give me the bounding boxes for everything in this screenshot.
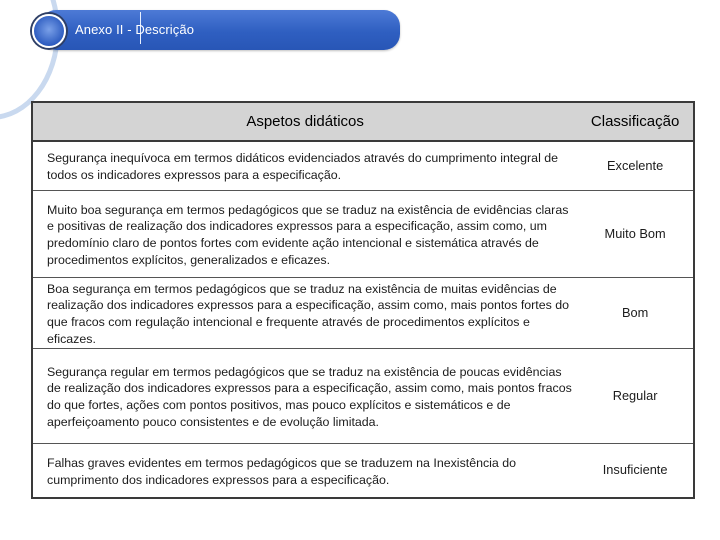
row-grade: Muito Bom xyxy=(577,191,694,278)
grading-table xyxy=(31,101,695,499)
row-grade: Insuficiente xyxy=(602,462,668,478)
column-header-aspects: Aspetos didáticos xyxy=(32,102,577,141)
table-row xyxy=(32,349,694,444)
table-row xyxy=(32,278,694,349)
row-grade: Excelente xyxy=(577,141,694,191)
row-grade: Regular xyxy=(577,349,694,444)
row-description: Segurança regular em termos pedagógicos que se traduz na existência de poucas evidências de realização dos indicadores expressos para a especificação, assim como, mais pontos fracos do que fortes, ações com pontos positivos, mas pouco explícitos e sistemáticos e de aperfeiçoamento pouco consistentes e de evolução limitada. xyxy=(32,349,577,444)
row-description: Muito boa segurança em termos pedagógicos que se traduz na existência de evidências claras e positivas de realização dos indicadores expressos para a especificação, assim como, um predomínio claro de pontos fortes com evidente ação intencional e sistemática através de procedimentos explícitos, generalizados e eficazes. xyxy=(32,191,577,278)
header-title: Anexo II - Descrição xyxy=(75,22,195,37)
row-description: Boa segurança em termos pedagógicos que se traduz na existência de muitas evidências de realização dos indicadores expressos para a especificação, assim como, mais pontos fortes do que fracos com regulação intencional e frequente através de procedimentos explícitos e eficazes. xyxy=(32,278,577,349)
row-grade: Bom xyxy=(577,278,694,349)
column-header-grade: Classificação xyxy=(577,102,694,141)
row-description: Segurança inequívoca em termos didáticos evidenciados através do cumprimento integral de todos os indicadores expressos para a especificação. xyxy=(32,141,577,191)
table-row xyxy=(32,444,694,499)
row-description: Falhas graves evidentes em termos pedagógicos que se traduzem na Inexistência do cumprimento dos indicadores expressos para a especificação. xyxy=(47,455,517,487)
table-row xyxy=(32,191,694,278)
table-row xyxy=(32,141,694,191)
table-header-row xyxy=(32,102,694,141)
header-bullet-icon xyxy=(32,14,66,48)
